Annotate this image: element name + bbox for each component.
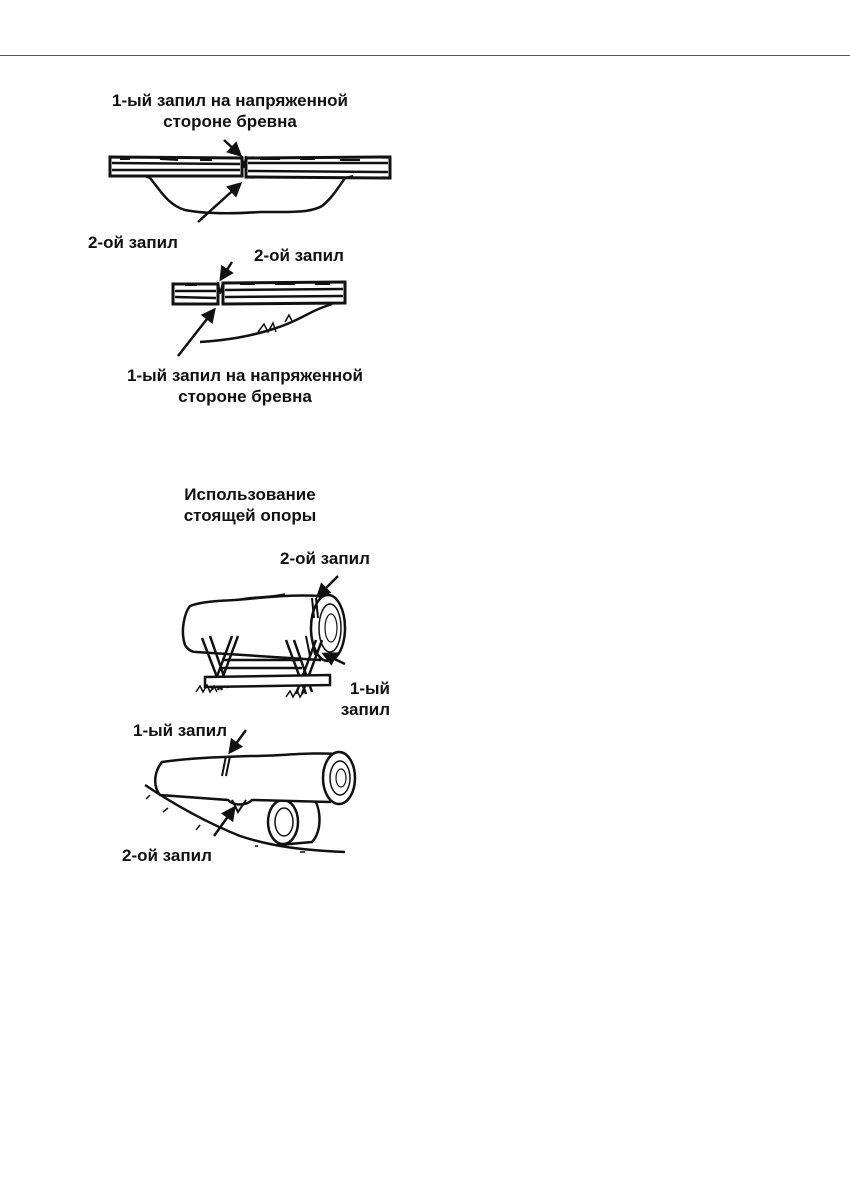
fig2-bottom-label-line1: 1-ый запил на напряженной	[127, 366, 363, 385]
fig1-bottom-label: 2-ой запил	[88, 233, 178, 252]
fig3-side-label-line1: 1-ый	[349, 679, 390, 698]
fig2-bottom-label-line2: стороне бревна	[178, 387, 312, 406]
fig3-log-on-sawbuck-drawing	[183, 576, 345, 697]
fig3-top-label: 2-ой запил	[280, 549, 370, 568]
fig4-log-on-slope-drawing	[145, 730, 355, 852]
fig2-log-on-slope-drawing	[173, 262, 345, 356]
fig1-top-label-line1: 1-ый запил на напряженной	[112, 91, 348, 110]
fig3-side-label-line2: запил	[340, 700, 390, 719]
section-title-line1: Использование	[184, 485, 316, 504]
fig2-top-label: 2-ой запил	[254, 246, 344, 265]
fig1-top-label-line2: стороне бревна	[163, 112, 297, 131]
fig4-top-label: 1-ый запил	[133, 721, 228, 740]
fig4-bottom-label: 2-ой запил	[122, 846, 212, 865]
fig1-log-over-gap-drawing	[110, 140, 390, 222]
section-title-line2: стоящей опоры	[183, 506, 317, 525]
